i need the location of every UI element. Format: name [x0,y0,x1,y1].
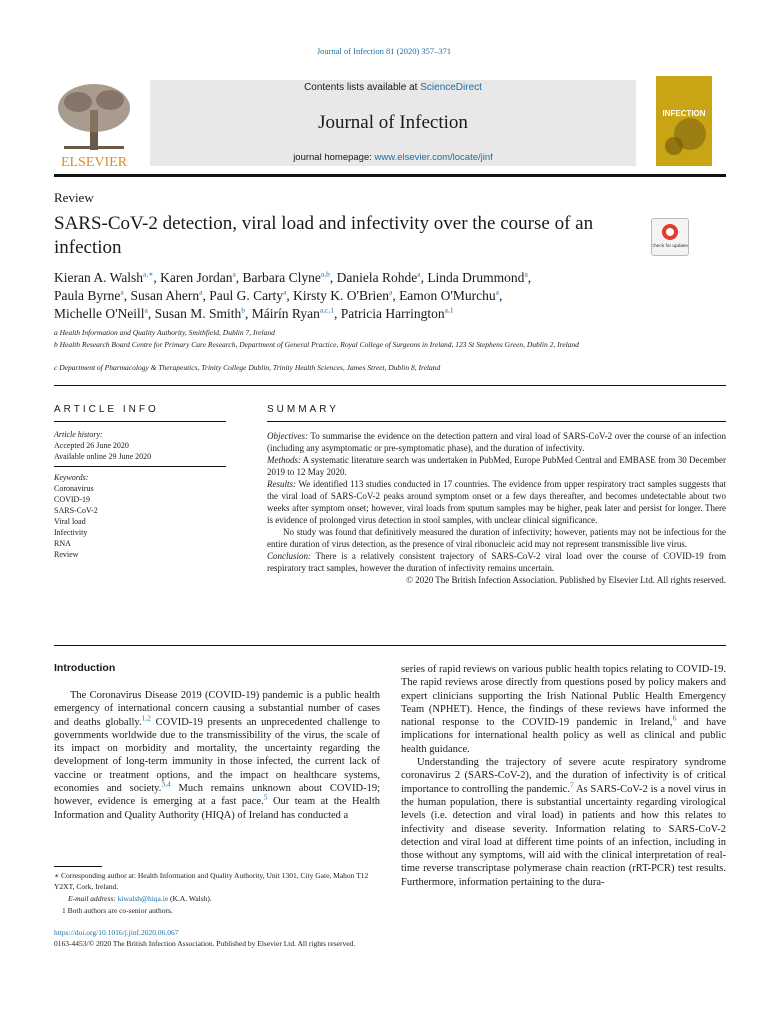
contents-line: Contents lists available at ScienceDirect [304,82,482,93]
keywords [54,472,226,560]
author-line-1: Kieran A. Walsh$^{a,∗}$, Karen Jordan$^a$, Barbara Clyne$^{a,b}$, Daniela Rohde$^a$, Linda Drummond$^a$, [54,269,532,285]
affiliation-c: c Department of Pharmacology & Therapeutics, Trinity College Dublin, Trinity Health Sciences, James Street, Dublin 8, Ireland [54,363,441,372]
elsevier-tree-icon [54,80,134,170]
keyword-item: Infectivity [54,528,88,537]
author-list [54,269,674,323]
check-for-updates-button[interactable] [651,218,689,256]
summary-copyright: © 2020 The British Infection Association. Published by Elsevier Ltd. All rights reserved. [406,575,726,585]
author-affiliation-ref[interactable]: a,b [320,269,330,279]
keyword-item: COVID-19 [54,495,90,504]
author-name: Susan M. Smith [154,306,242,321]
author-name: Linda Drummond [427,270,525,285]
keyword-item: SARS-CoV-2 [54,506,98,515]
keyword-item: Review [54,550,79,559]
author-affiliation-ref[interactable]: a [417,269,421,279]
citation-ref[interactable]: 3,4 [161,779,171,789]
keywords-label: Keywords: [54,473,89,482]
author-name: Karen Jordan [160,270,233,285]
summary-rule [267,421,726,422]
affiliation-rule [54,385,726,386]
journal-cover [656,76,712,166]
affiliation-a: a Health Information and Quality Authority, Smithfield, Dublin 7, Ireland [54,328,275,337]
author-affiliation-ref[interactable]: a [120,287,124,297]
journal-reference[interactable]: Journal of Infection 81 (2020) 357–371 [316,46,452,56]
footnote-email: E-mail address: kiwalsh@hiqa.ie (K.A. Walsh). [68,894,212,903]
summary-conclusion: Conclusion: There is a relatively consistent trajectory of SARS-CoV-2 viral load over the course of COVID-19 from respiratory tract samples, however the duration of infectivity remains uncertain. [267,551,726,573]
citation-ref[interactable]: 5 [263,792,268,802]
author-name: Daniela Rohde [336,270,418,285]
author-name: Eamon O'Murchu [399,288,496,303]
author-name: Paula Byrne [54,288,121,303]
author-name: Máirín Ryan [251,306,320,321]
email-link[interactable]: kiwalsh@hiqa.ie [117,894,169,903]
elsevier-logo [54,80,134,170]
article-title: SARS-CoV-2 detection, viral load and infectivity over the course of an infection [54,213,594,258]
homepage-link[interactable]: www.elsevier.com/locate/jinf [374,152,493,163]
author-name: Susan Ahern [130,288,200,303]
intro-paragraph-2: Understanding the trajectory of severe acute respiratory syndrome coronavirus 2 (SARS-CoV-2), and the duration of infectivity is of critical importance to controlling the pandemic.$^7$ As SARS-CoV-2 is a novel virus in the human population, there is substantial uncertainty regarding virological levels (i.e. detection and viral load) in patients and how this relates to infectivity and disease severity. Information relating to SARS-CoV-2 detection and viral load at different time points of an infection, including in those without any symptoms, will aid with the clinical interpretation of real-time reverse transcriptase polymerase chain reaction (rRT-PCR) test results. Furthermore, information pertaining to the dura- [401,757,726,888]
online-date: Available online 29 June 2020 [54,452,152,461]
sciencedirect-link[interactable]: ScienceDirect [420,82,482,93]
body-right-column [401,663,726,889]
cover-title: INFECTION [662,109,706,118]
keywords-rule [54,466,226,467]
author-affiliation-ref[interactable]: a [199,287,203,297]
author-name: Paul G. Carty [209,288,284,303]
author-line-2: Paula Byrne$^a$, Susan Ahern$^a$, Paul G. Carty$^a$, Kirsty K. O'Brien$^a$, Eamon O'Murchu$^a$, [54,287,503,303]
footnote-corresponding: ∗ Corresponding author at: Health Information and Quality Authority, Unit 1301, City Gate, Mahon T12 Y2XT, Cork, Ireland. [54,871,369,891]
citation-ref[interactable]: 1,2 [141,713,151,723]
issn-copyright: 0163-4453/© 2020 The British Infection Association. Published by Elsevier Ltd. All rights reserved. [54,939,356,948]
journal-homepage: journal homepage: www.elsevier.com/locate/jinf [293,152,493,163]
introduction-heading: Introduction [54,662,116,674]
article-info-rule [54,421,226,422]
summary-abstract [267,430,726,586]
article-history [54,429,226,462]
check-updates-label: Check for updates [652,244,688,249]
summary-bottom-rule [54,645,726,646]
summary-objectives: Objectives: To summarise the evidence on the detection pattern and viral load of SARS-CoV-2 over the course of an infection (including any asymptomatic or pre-symptomatic phase), and the duration of infectivity. [267,431,726,453]
footnote-co-senior: 1 Both authors are co-senior authors. [62,906,173,915]
accepted-date: Accepted 26 June 2020 [54,441,129,450]
header-rule [54,174,726,177]
author-affiliation-ref[interactable]: a [388,287,393,297]
author-affiliation-ref[interactable]: a,c,1 [319,305,335,315]
check-updates-icon [652,219,688,255]
citation-ref[interactable]: 7 [569,780,574,790]
author-affiliation-ref[interactable]: a [495,287,499,297]
footnote-rule [54,866,102,867]
author-name: Barbara Clyne [242,270,321,285]
author-line-3: Michelle O'Neill$^a$, Susan M. Smith$^b$, Máirín Ryan$^{a,c,1}$, Patricia Harrington$^{a,1}$ [54,305,454,321]
author-affiliation-ref[interactable]: a [283,287,287,297]
keyword-item: Coronavirus [54,484,94,493]
affiliation-b: b Health Research Board Centre for Primary Care Research, Department of General Practice, Royal College of Surgeons in Ireland, 123 St Stephens Green, Dublin 2, Ireland [54,340,579,349]
summary-heading: SUMMARY [267,404,339,415]
keyword-item: Viral load [54,517,86,526]
journal-banner [150,80,636,166]
intro-paragraph-1-continued: series of rapid reviews on various public health topics relating to COVID-19. The rapid reviews arose directly from questions posed by policy makers and expert clinicians supporting the Irish National Public Health Emergency Team (NPHET). Hence, the findings of these reviews have informed the national response to the COVID-19 pandemic in Ireland,$^6$ and have implications for international health policy as well as clinical and public health guidance. [401,664,726,755]
author-name: Kirsty K. O'Brien [293,288,389,303]
intro-paragraph-1: The Coronavirus Disease 2019 (COVID-19) pandemic is a public health emergency of international concern causing a substantial number of cases and deaths globally.$^{1,2}$ COVID-19 presents an unprecedented challenge to governments worldwide due to the transmissibility of the virus, the scale of its impact on morbidity and mortality, the uncertainty regarding the development of long-term immunity in those infected, the current lack of vaccine or treatment options, and the impact on healthcare systems, economies and society.$^{3,4}$ Much remains unknown about COVID-19; however, evidence is emerging at a fast pace.$^5$ Our team at the Health Information and Quality Authority (HIQA) of Ireland has conducted a [54,690,381,821]
author-affiliation-ref[interactable]: a [524,269,528,279]
article-type: Review [54,190,94,205]
author-affiliation-ref[interactable]: a,1 [444,305,454,315]
article-info-heading: ARTICLE INFO [54,404,159,415]
citation-ref[interactable]: 6 [672,713,677,723]
summary-results-continued: No study was found that definitively measured the duration of infectivity; however, patients may not be infectious for the entire duration of virus detection, as the presence of viral ribonucleic acid may not represent transmissible live virus. [267,527,726,549]
journal-title: Journal of Infection [318,112,468,133]
history-label: Article history: [54,430,103,439]
author-name: Michelle O'Neill [54,306,145,321]
author-affiliation-ref[interactable]: a [144,305,148,315]
author-name: Patricia Harrington [340,306,445,321]
summary-results: Results: We identified 113 studies conducted in 17 countries. The evidence from upper respiratory tract samples suggests that the viral load of SARS-CoV-2 peaks around symptom onset or a few days thereafter, and becomes undetectable about two weeks after symptom onset; however, viral loads from sputum samples may be higher, peak later and persist for longer. There is evidence of prolonged virus detection in stool samples, with unclear clinical significance. [267,479,726,525]
author-affiliation-ref[interactable]: a [232,269,236,279]
author-affiliation-ref[interactable]: b [241,305,246,315]
author-name: Kieran A. Walsh [54,270,144,285]
summary-methods: Methods: A systematic literature search was undertaken in PubMed, Europe PubMed Central and EMBASE from 30 December 2019 to 12 May 2020. [267,455,726,477]
publisher-name: ELSEVIER [60,155,128,170]
author-affiliation-ref[interactable]: a,∗ [143,269,154,279]
doi-link[interactable]: https://doi.org/10.1016/j.jinf.2020.06.067 [54,928,179,937]
keyword-item: RNA [54,539,71,548]
body-left-column [54,689,380,822]
